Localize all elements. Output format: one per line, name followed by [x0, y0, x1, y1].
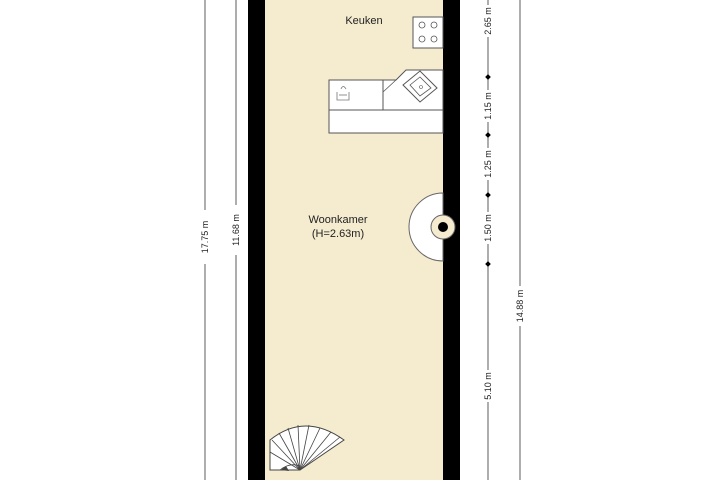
dim-segment-3: 1.25 m: [483, 150, 493, 178]
room-label-woonkamer: Woonkamer: [308, 214, 368, 226]
room-height: (H=2.63m): [311, 228, 365, 240]
dim-segment-1: 2.65 m: [483, 7, 493, 35]
dim-segment-2: 1.15 m: [483, 92, 493, 120]
dim-segment-4: 1.50 m: [483, 214, 493, 242]
room-label-keuken: Keuken: [345, 15, 383, 27]
wall-left: [248, 0, 265, 480]
dim-segment-5: 5.10 m: [483, 372, 493, 400]
stove: [413, 17, 443, 48]
dim-total-inner: 11.68 m: [231, 214, 241, 246]
wall-right: [443, 0, 460, 480]
dim-total-outer: 17.75 m: [200, 220, 210, 254]
dim-right-total: 14.88 m: [515, 289, 525, 323]
